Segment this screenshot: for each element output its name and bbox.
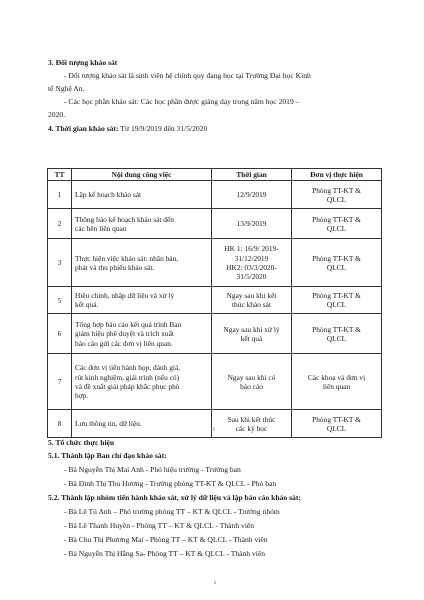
header-task: Nội dung công việc xyxy=(72,169,212,181)
row-unit: Phòng TT-KT & QLCL xyxy=(292,239,382,287)
sub1-member: - Bà Đinh Thị Thu Hương - Trưởng phòng TT-KT & QLCL - Phó ban xyxy=(64,479,277,488)
sub2-member: - Bà Nguyễn Thị Hằng Sa- Phòng TT – KT & QLCL - Thành viên xyxy=(64,549,266,558)
row-unit: Phòng TT-KT & QLCL xyxy=(292,410,382,438)
row-time: 12/9/2019 xyxy=(212,181,292,209)
row-task: Lập kế hoạch khảo sát xyxy=(72,181,212,209)
row-task: Thông báo kế hoạch khảo sát đến các bên liên quan xyxy=(72,209,212,239)
sub2-member: - Bà Lê Tú Anh – Phó trưởng phòng TT – KT & QLCL - Trưởng nhóm xyxy=(64,507,280,516)
row-tt: 7 xyxy=(48,354,72,410)
section4-line xyxy=(48,124,207,133)
row-task: Các đơn vị tiến hành họp, đánh giá, rút kinh nghiệm, giải trình (nếu có) và đề xuất giải pháp khắc phục phù hợp. xyxy=(72,354,212,410)
row-time: HK 1: 16/9/ 2019- 31/12/2019 HK2: 03/3/2020- 31/5/2020 xyxy=(212,239,292,287)
row-tt: 8 xyxy=(48,410,72,438)
page-mark: ı xyxy=(214,578,216,586)
section4-heading: 4. Thời gian khảo sát: xyxy=(48,124,119,133)
sub2-member: - Bà Chu Thị Phương Mai - Phòng TT – KT & QLCL - Thành viên xyxy=(64,535,268,544)
header-time: Thời gian xyxy=(212,169,292,181)
row-time: Ngay sau khi xử lý kết quả xyxy=(212,314,292,354)
scan-mark: ı xyxy=(213,425,215,433)
section3-heading: 3. Đối tượng khảo sát xyxy=(48,58,118,67)
sub1-member: - Bà Nguyễn Thị Mai Anh - Phó hiệu trưởng - Trưởng ban xyxy=(64,465,241,474)
section3-line1: - Đối tượng khảo sát là sinh viên hệ chính quy đang học tại Trường Đại học Kinh xyxy=(64,71,311,80)
section5-1-heading: 5.1. Thành lập Ban chỉ đạo khảo sát: xyxy=(48,451,167,460)
section5-heading: 5. Tổ chức thực hiện xyxy=(48,438,115,447)
row-tt: 5 xyxy=(48,287,72,314)
header-unit: Đơn vị thực hiện xyxy=(292,169,382,181)
row-unit: Phòng TT-KT & QLCL xyxy=(292,209,382,239)
schedule-table xyxy=(47,168,382,438)
table-header-row xyxy=(48,169,382,181)
table-row xyxy=(48,314,382,354)
header-tt: TT xyxy=(48,169,72,181)
row-tt: 1 xyxy=(48,181,72,209)
row-unit: Phòng TT-KT & QLCL xyxy=(292,314,382,354)
row-time: Ngay sau khi kết thúc khảo sát xyxy=(212,287,292,314)
section3-line1b: tế Nghệ An. xyxy=(48,84,85,93)
table-row xyxy=(48,287,382,314)
row-task: Hiệu chỉnh, nhập dữ liệu và xử lý kết quả. xyxy=(72,287,212,314)
row-unit: Phòng TT-KT & QLCL xyxy=(292,181,382,209)
section5-2-heading: 5.2. Thành lập nhóm tiến hành khảo sát, xử lý dữ liệu và lập báo cáo khảo sát: xyxy=(48,493,301,502)
row-tt: 3 xyxy=(48,239,72,287)
row-time: Sau khi kết thúc các kỳ học xyxy=(212,410,292,438)
table-row xyxy=(48,239,382,287)
row-task: Thực hiện việc khảo sát: nhân bản, phát và thu phiếu khảo sát. xyxy=(72,239,212,287)
row-time: 13/9/2019 xyxy=(212,209,292,239)
table-row xyxy=(48,181,382,209)
row-task: Tổng hợp báo cáo kết quả trình Ban giám hiệu phê duyệt và trích xuất báo cáo gửi các đơn vị liên quan. xyxy=(72,314,212,354)
table-row xyxy=(48,354,382,410)
table-row xyxy=(48,209,382,239)
row-tt: 6 xyxy=(48,314,72,354)
row-time: Ngay sau khi có báo cáo xyxy=(212,354,292,410)
row-unit: Các khoa và đơn vị liên quan xyxy=(292,354,382,410)
sub2-member: - Bà Lê Thanh Huyền - Phòng TT – KT & QLCL - Thành viên xyxy=(64,521,255,530)
section3-line2: - Các học phần khảo sát: Các học phần được giảng dạy trong năm học 2019 – xyxy=(64,97,300,106)
row-task: Lưu thông tin, dữ liệu. xyxy=(72,410,212,438)
section3-line2b: 2020. xyxy=(48,110,66,119)
row-unit: Phòng TT-KT & QLCL xyxy=(292,287,382,314)
section4-range: Từ 19/9/2019 đến 31/5/2020 xyxy=(118,124,208,133)
row-tt: 2 xyxy=(48,209,72,239)
table-row xyxy=(48,410,382,438)
